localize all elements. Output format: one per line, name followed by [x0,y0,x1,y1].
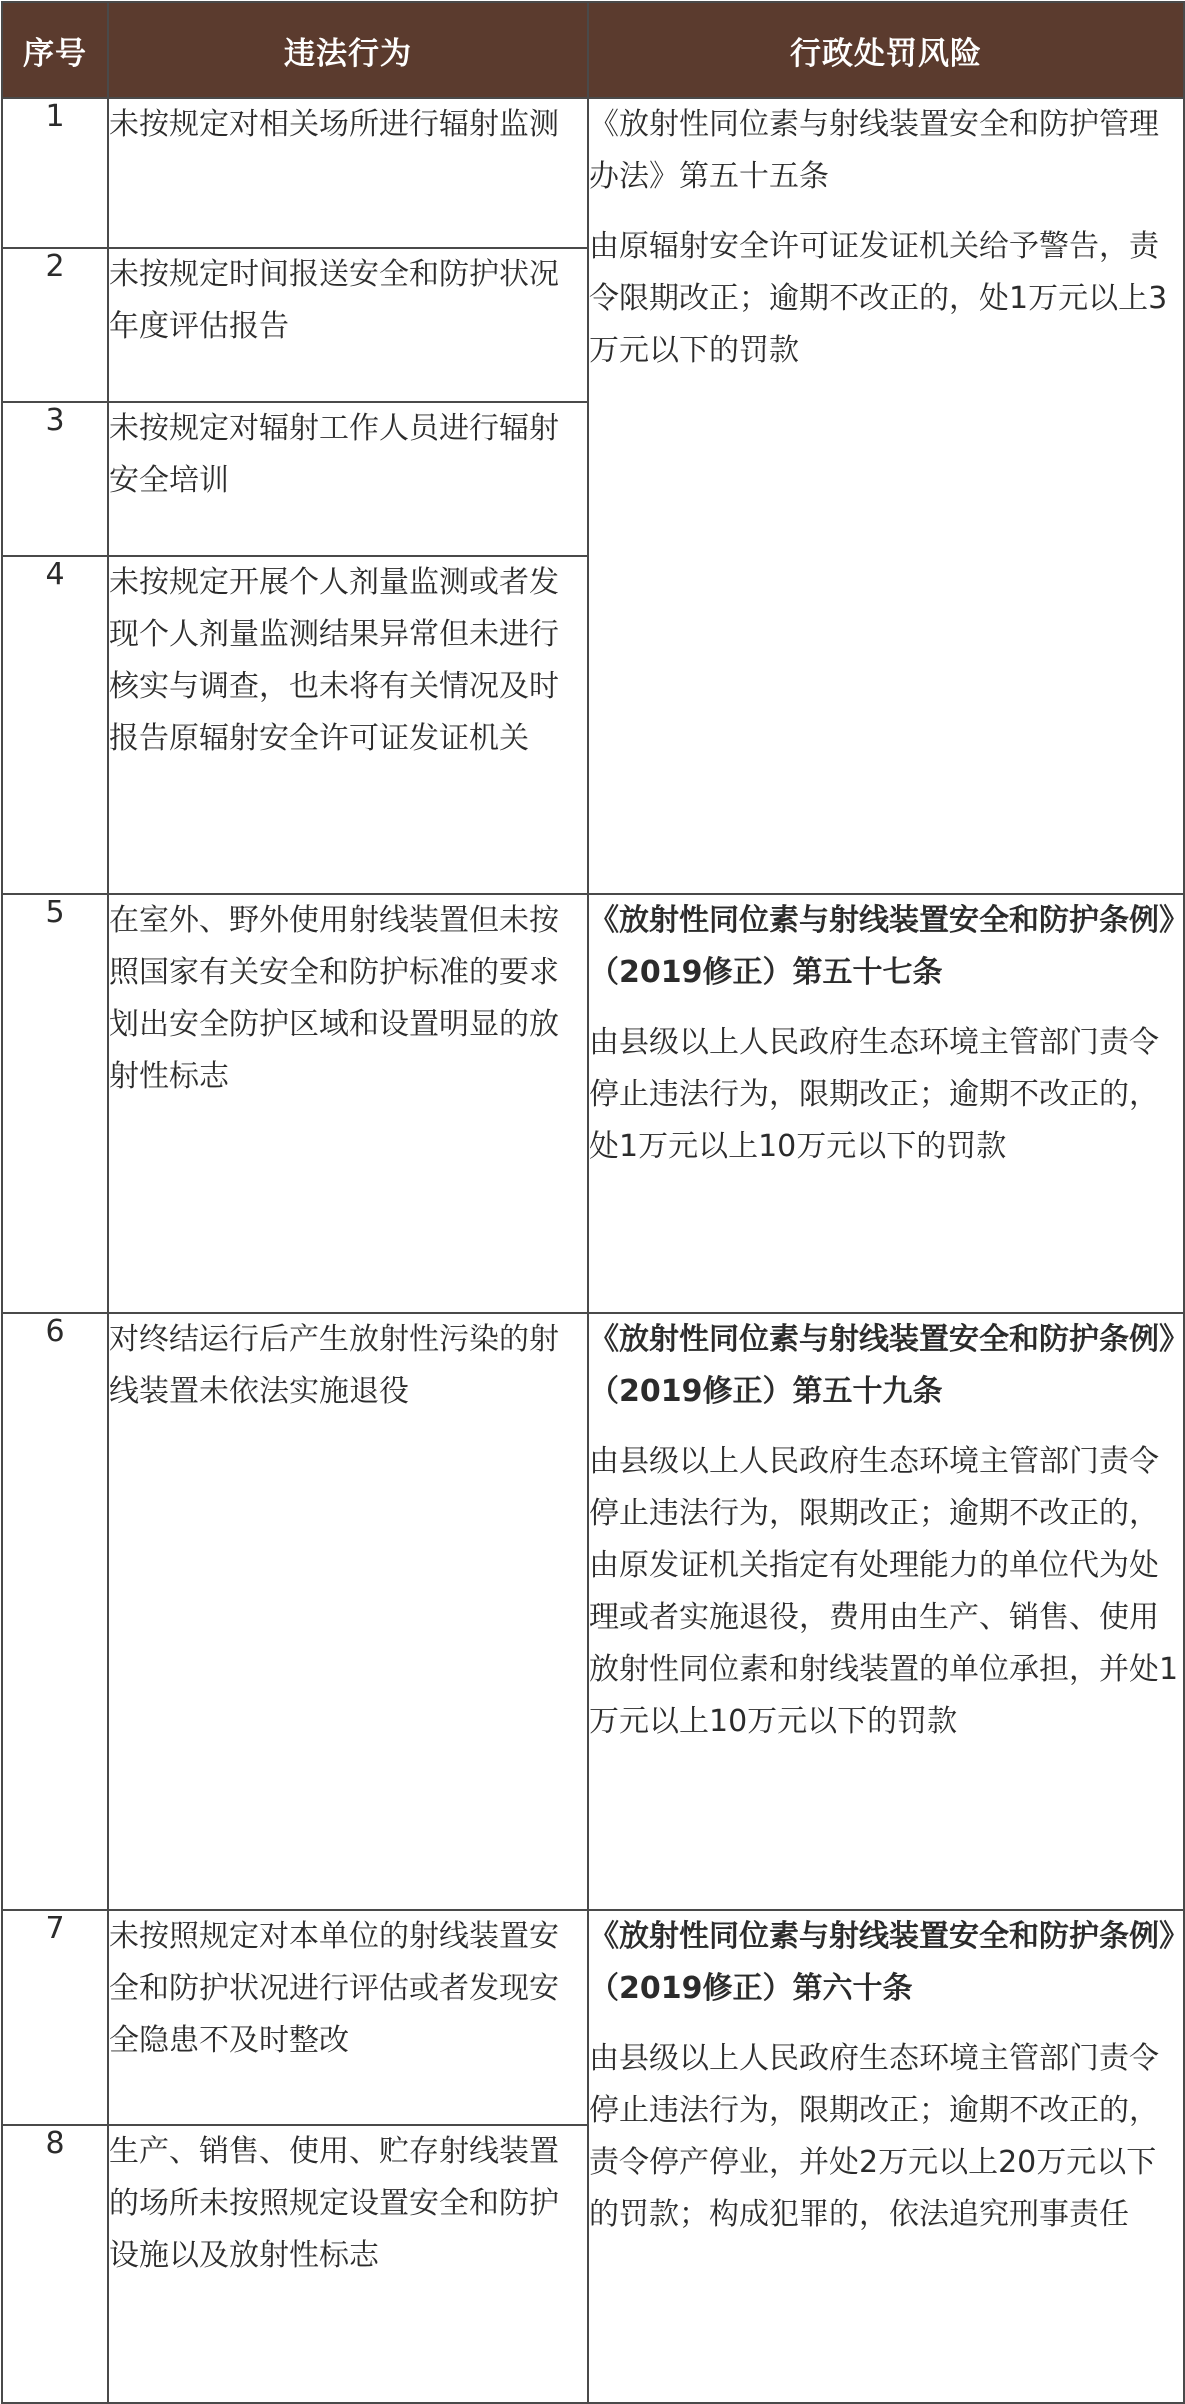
row-number: 2 [2,248,108,402]
header-act: 违法行为 [108,2,588,98]
violation-text: 未按规定对辐射工作人员进行辐射安全培训 [108,402,588,556]
row-number: 5 [2,894,108,1313]
violation-text: 未按规定开展个人剂量监测或者发现个人剂量监测结果异常但未进行核实与调查，也未将有关情况及时报告原辐射安全许可证发证机关 [108,556,588,894]
violation-text: 未按规定时间报送安全和防护状况年度评估报告 [108,248,588,402]
table-row [2,98,1184,248]
violation-penalty-table [1,1,1185,2404]
row-number: 3 [2,402,108,556]
risk-penalty-text: 由原辐射安全许可证发证机关给予警告，责令限期改正；逾期不改正的，处1万元以上3万元以下的罚款 [589,229,1168,368]
risk-cell [588,98,1184,894]
table-row [2,894,1184,1313]
row-number: 4 [2,556,108,894]
violation-text: 未按规定对相关场所进行辐射监测 [108,98,588,248]
risk-cell [588,1910,1184,2403]
row-number: 8 [2,2125,108,2403]
header-num: 序号 [2,2,108,98]
row-number: 7 [2,1910,108,2125]
row-number: 6 [2,1313,108,1910]
risk-penalty-text: 由县级以上人民政府生态环境主管部门责令停止违法行为，限期改正；逾期不改正的，处1万元以上10万元以下的罚款 [589,1025,1159,1164]
risk-legal-reference: 《放射性同位素与射线装置安全和防护条例》（2019修正）第五十九条 [589,1322,1174,1409]
violation-text: 未按照规定对本单位的射线装置安全和防护状况进行评估或者发现安全隐患不及时整改 [108,1910,588,2125]
violation-text: 在室外、野外使用射线装置但未按照国家有关安全和防护标准的要求划出安全防护区域和设置明显的放射性标志 [108,894,588,1313]
risk-legal-reference: 《放射性同位素与射线装置安全和防护条例》（2019修正）第五十七条 [589,903,1174,990]
table-header-row [2,2,1184,98]
violation-text: 对终结运行后产生放射性污染的射线装置未依法实施退役 [108,1313,588,1910]
risk-cell [588,1313,1184,1910]
table-row [2,1910,1184,2125]
risk-legal-reference: 《放射性同位素与射线装置安全和防护管理办法》第五十五条 [589,107,1159,194]
risk-penalty-text: 由县级以上人民政府生态环境主管部门责令停止违法行为，限期改正；逾期不改正的，由原发证机关指定有处理能力的单位代为处理或者实施退役，费用由生产、销售、使用放射性同位素和射线装置的单位承担，并处1万元以上10万元以下的罚款 [589,1444,1179,1739]
violation-text: 生产、销售、使用、贮存射线装置的场所未按照规定设置安全和防护设施以及放射性标志 [108,2125,588,2403]
risk-legal-reference: 《放射性同位素与射线装置安全和防护条例》（2019修正）第六十条 [589,1919,1174,2006]
risk-cell [588,894,1184,1313]
row-number: 1 [2,98,108,248]
risk-penalty-text: 由县级以上人民政府生态环境主管部门责令停止违法行为，限期改正；逾期不改正的，责令停产停业，并处2万元以上20万元以下的罚款；构成犯罪的，依法追究刑事责任 [589,2041,1159,2232]
header-risk: 行政处罚风险 [588,2,1184,98]
table-row [2,1313,1184,1910]
